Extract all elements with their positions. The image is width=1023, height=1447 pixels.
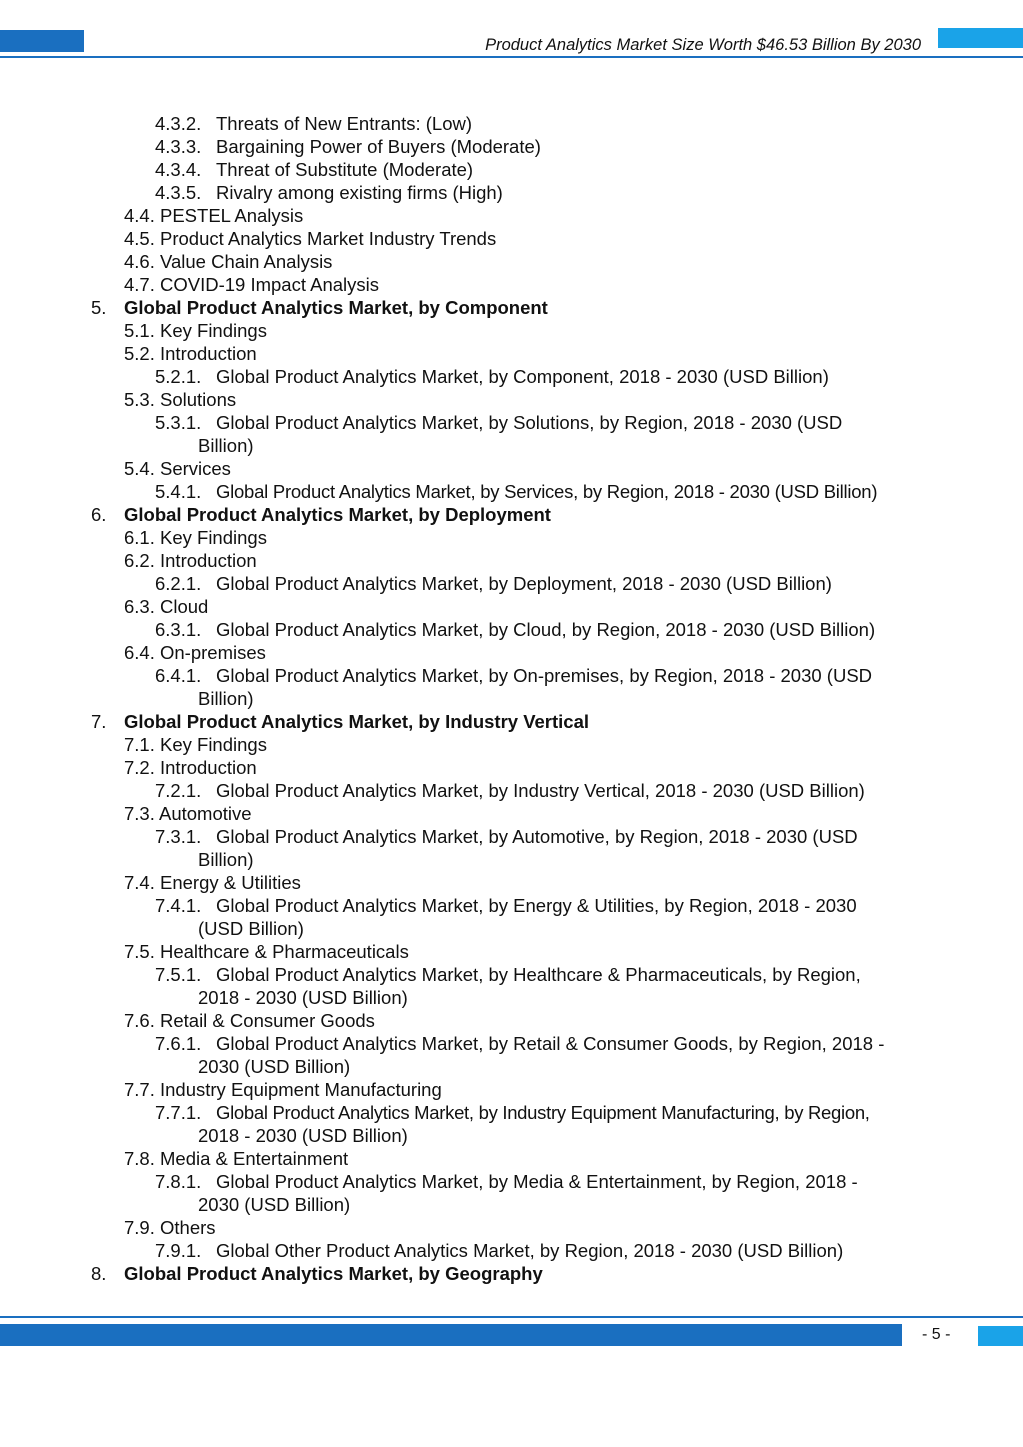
toc-entry: 7.9.1. Global Other Product Analytics Market, by Region, 2018 - 2030 (USD Billion) [155,1240,844,1261]
toc-entry: 7.8.1. Global Product Analytics Market, by Media & Entertainment, by Region, 2018 - [155,1171,858,1192]
toc-entry: 6.2.1. Global Product Analytics Market, by Deployment, 2018 - 2030 (USD Billion) [155,573,832,594]
toc-entry-continuation: 2030 (USD Billion) [198,1056,351,1077]
toc-entry: 4.5. Product Analytics Market Industry Trends [124,228,497,249]
toc-entry: 5.4.1. Global Product Analytics Market, by Services, by Region, 2018 - 2030 (USD Billion) [155,481,878,502]
toc-entry: 7.3.1. Global Product Analytics Market, by Automotive, by Region, 2018 - 2030 (USD [155,826,858,847]
toc-chapter: 8. Global Product Analytics Market, by Geography [91,1263,543,1284]
toc-entry: 4.4. PESTEL Analysis [124,205,304,226]
toc-entry: 7.6. Retail & Consumer Goods [124,1010,375,1031]
toc-entry: 6.3. Cloud [124,596,209,617]
toc-chapter: 6. Global Product Analytics Market, by Deployment [91,504,551,525]
toc-entry: 6.3.1. Global Product Analytics Market, by Cloud, by Region, 2018 - 2030 (USD Billion) [155,619,876,640]
toc-entry: 6.4. On-premises [124,642,266,663]
toc-entry: 6.2. Introduction [124,550,257,571]
toc-entry: 7.4. Energy & Utilities [124,872,301,893]
toc-entry-continuation: Billion) [198,849,254,870]
header-rule [0,56,1023,58]
toc-entry: 5.2.1. Global Product Analytics Market, by Component, 2018 - 2030 (USD Billion) [155,366,829,387]
toc-entry: 7.7.1. Global Product Analytics Market, by Industry Equipment Manufacturing, by Region, [155,1102,870,1123]
toc-entry: 5.2. Introduction [124,343,257,364]
toc-entry: 7.1. Key Findings [124,734,267,755]
toc-entry: 7.4.1. Global Product Analytics Market, by Energy & Utilities, by Region, 2018 - 2030 [155,895,857,916]
toc-entry: 4.3.2. Threats of New Entrants: (Low) [155,113,473,134]
toc-entry: 4.6. Value Chain Analysis [124,251,333,272]
toc-entry: 7.2. Introduction [124,757,257,778]
toc-entry: 7.2.1. Global Product Analytics Market, by Industry Vertical, 2018 - 2030 (USD Billion) [155,780,865,801]
page-number: - 5 - [922,1326,951,1343]
footer-rule [0,1316,1023,1318]
toc-entry-continuation: 2018 - 2030 (USD Billion) [198,1125,408,1146]
toc-entry-continuation: 2030 (USD Billion) [198,1194,351,1215]
header-title: Product Analytics Market Size Worth $46.53 Billion By 2030 [485,36,921,54]
toc-chapter: 7. Global Product Analytics Market, by Industry Vertical [91,711,590,732]
header-bar-left [0,30,84,52]
toc-entry-continuation: Billion) [198,435,254,456]
toc-entry: 6.1. Key Findings [124,527,267,548]
toc-entry: 5.1. Key Findings [124,320,267,341]
toc-entry: 7.9. Others [124,1217,216,1238]
toc-entry: 5.4. Services [124,458,231,479]
header-bar-right [938,28,1023,48]
toc-entry: 4.3.5. Rivalry among existing firms (High) [155,182,503,203]
footer-bar-right [978,1326,1023,1346]
toc-chapter: 5. Global Product Analytics Market, by Component [91,297,548,318]
toc-entry: 7.3. Automotive [124,803,252,824]
toc-entry: 4.3.3. Bargaining Power of Buyers (Moderate) [155,136,541,157]
footer-bar [0,1324,902,1346]
toc-entry: 7.8. Media & Entertainment [124,1148,349,1169]
toc-entry: 7.7. Industry Equipment Manufacturing [124,1079,442,1100]
toc-entry: 7.5. Healthcare & Pharmaceuticals [124,941,409,962]
toc-entry: 7.5.1. Global Product Analytics Market, by Healthcare & Pharmaceuticals, by Region, [155,964,861,985]
toc-entry-continuation: 2018 - 2030 (USD Billion) [198,987,408,1008]
toc-entry-continuation: (USD Billion) [198,918,304,939]
toc-entry: 5.3.1. Global Product Analytics Market, by Solutions, by Region, 2018 - 2030 (USD [155,412,843,433]
toc-entry: 6.4.1. Global Product Analytics Market, by On-premises, by Region, 2018 - 2030 (USD [155,665,873,686]
toc-entry: 7.6.1. Global Product Analytics Market, by Retail & Consumer Goods, by Region, 2018 - [155,1033,885,1054]
toc-entry: 4.7. COVID-19 Impact Analysis [124,274,379,295]
toc-entry: 5.3. Solutions [124,389,237,410]
toc-entry: 4.3.4. Threat of Substitute (Moderate) [155,159,474,180]
toc-entry-continuation: Billion) [198,688,254,709]
